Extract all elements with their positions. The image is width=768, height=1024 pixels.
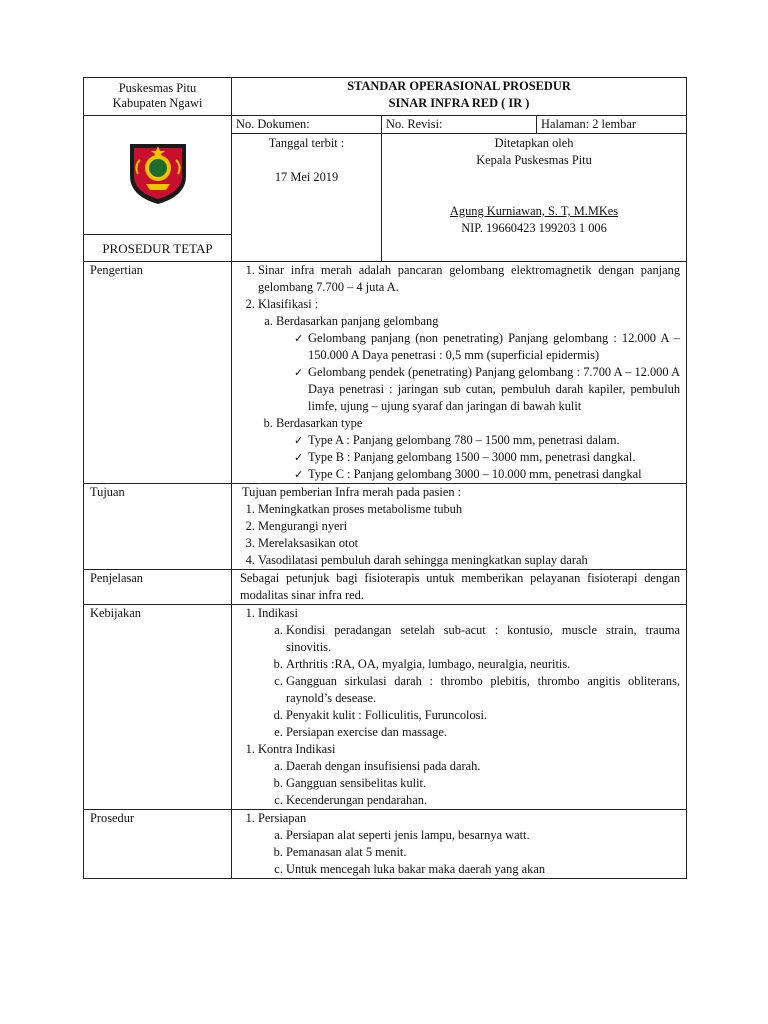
persiapan-item: c. Untuk mencegah luka bakar maka daerah yang akan: [286, 861, 680, 878]
prosedur-content: [232, 810, 687, 879]
no-dokumen: No. Dokumen:: [232, 116, 382, 134]
gelombang-pendek: ✓ Gelombang pendek (penetrating) Panjang gelombang : 7.700 A – 12.000 A Daya penetrasi : jaringan sub cutan, pembuluh darah kapiler, pembuluh limfe, ujung – ujung syaraf dan jaringan di bawah kulit: [294, 364, 680, 415]
indikasi-item: e. Persiapan exercise dan massage.: [286, 724, 680, 741]
doc-title: STANDAR OPERASIONAL PROSEDUR: [347, 79, 571, 93]
type-a: ✓ Type A : Panjang gelombang 780 – 1500 mm, penetrasi dalam.: [294, 432, 680, 449]
gelombang-panjang: ✓ Gelombang panjang (non penetrating) Panjang gelombang : 12.000 A – 150.000 A Daya penetrasi : 0,5 mm (superficial epidermis): [294, 330, 680, 364]
sop-table: [83, 77, 687, 879]
doc-subtitle: SINAR INFRA RED ( IR ): [388, 96, 530, 110]
kontra-item: c. Kecenderungan pendarahan.: [286, 792, 680, 809]
org-region: Kabupaten Ngawi: [112, 96, 203, 110]
tujuan-intro: Tujuan pemberian Infra merah pada pasien :: [242, 485, 462, 499]
doc-info-row: [84, 116, 687, 134]
signer-nip: NIP. 19660423 199203 1 006: [461, 221, 607, 235]
penjelasan-text: Sebagai petunjuk bagi fisioterapis untuk memberikan pelayanan fisioterapi dengan modalitas sinar infra red.: [232, 570, 687, 605]
no-revisi: No. Revisi:: [382, 116, 537, 134]
tujuan-item: 4. Vasodilatasi pembuluh darah sehingga meningkatkan suplay darah: [258, 552, 680, 569]
klasifikasi-a: [276, 313, 680, 415]
prosedur-label: Prosedur: [84, 810, 232, 879]
tujuan-content: [232, 484, 687, 570]
klasifikasi-label: Klasifikasi :: [258, 297, 319, 311]
kontra-item: a. Daerah dengan insufisiensi pada darah.: [286, 758, 680, 775]
tujuan-item: 3. Merelaksasikan otot: [258, 535, 680, 552]
penjelasan-row: [84, 570, 687, 605]
pengertian-row: [84, 262, 687, 484]
type-c: ✓ Type C : Panjang gelombang 3000 – 10.000 mm, penetrasi dangkal: [294, 466, 680, 483]
tujuan-row: [84, 484, 687, 570]
indikasi-label: Indikasi: [258, 606, 298, 620]
kontra-section: [258, 741, 680, 809]
org-cell: [84, 78, 232, 116]
tanggal-cell: [232, 134, 382, 262]
pengertian-content: [232, 262, 687, 484]
klasifikasi-b: [276, 415, 680, 483]
prosedur-tetap: PROSEDUR TETAP: [84, 235, 232, 262]
kebijakan-label: Kebijakan: [84, 605, 232, 810]
org-name: Puskesmas Pitu: [118, 81, 197, 95]
indikasi-item: c. Gangguan sirkulasi darah : thrombo plebitis, thrombo angitis obliterans, raynold’s desease.: [286, 673, 680, 707]
klasifikasi-b-label: Berdasarkan type: [276, 416, 363, 430]
header-row: [84, 78, 687, 116]
tanggal-label: Tanggal terbit :: [268, 136, 345, 150]
pengertian-item-2: [258, 296, 680, 483]
halaman: Halaman: 2 lembar: [537, 116, 687, 134]
indikasi-item: a. Kondisi peradangan setelah sub-acut : kontusio, muscle strain, trauma sinovitis.: [286, 622, 680, 656]
persiapan-item: a. Persiapan alat seperti jenis lampu, besarnya watt.: [286, 827, 680, 844]
ditetapkan-oleh: Ditetapkan oleh: [494, 136, 574, 150]
tujuan-label: Tujuan: [84, 484, 232, 570]
klasifikasi-a-label: Berdasarkan panjang gelombang: [276, 314, 439, 328]
kebijakan-row: [84, 605, 687, 810]
kebijakan-content: [232, 605, 687, 810]
persiapan-section: [258, 810, 680, 878]
tujuan-item: 2. Mengurangi nyeri: [258, 518, 680, 535]
pengertian-item-1: 1. Sinar infra merah adalah pancaran gelombang elektromagnetik dengan panjang gelombang 7.700 – 4 juta A.: [258, 262, 680, 296]
kontra-item: b. Gangguan sensibelitas kulit.: [286, 775, 680, 792]
tujuan-item: 1. Meningkatkan proses metabolisme tubuh: [258, 501, 680, 518]
title-cell: [232, 78, 687, 116]
indikasi-item: b. Arthritis :RA, OA, myalgia, lumbago, neuralgia, neuritis.: [286, 656, 680, 673]
indikasi-item: d. Penyakit kulit : Folliculitis, Furuncolosi.: [286, 707, 680, 724]
kepala-puskesmas: Kepala Puskesmas Pitu: [476, 153, 592, 167]
signer-name: Agung Kurniawan, S. T, M.MKes: [449, 204, 619, 218]
indikasi-section: [258, 605, 680, 741]
logo-cell: [84, 116, 232, 235]
persiapan-label: Persiapan: [258, 811, 307, 825]
signature-cell: [382, 134, 687, 262]
persiapan-item: b. Pemanasan alat 5 menit.: [286, 844, 680, 861]
kontra-label: Kontra Indikasi: [258, 742, 336, 756]
penjelasan-label: Penjelasan: [84, 570, 232, 605]
type-b: ✓ Type B : Panjang gelombang 1500 – 3000 mm, penetrasi dangkal.: [294, 449, 680, 466]
pengertian-label: Pengertian: [84, 262, 232, 484]
tanggal-value: 17 Mei 2019: [274, 170, 339, 184]
prosedur-row: [84, 810, 687, 879]
puskesmas-logo-icon: [126, 140, 190, 206]
